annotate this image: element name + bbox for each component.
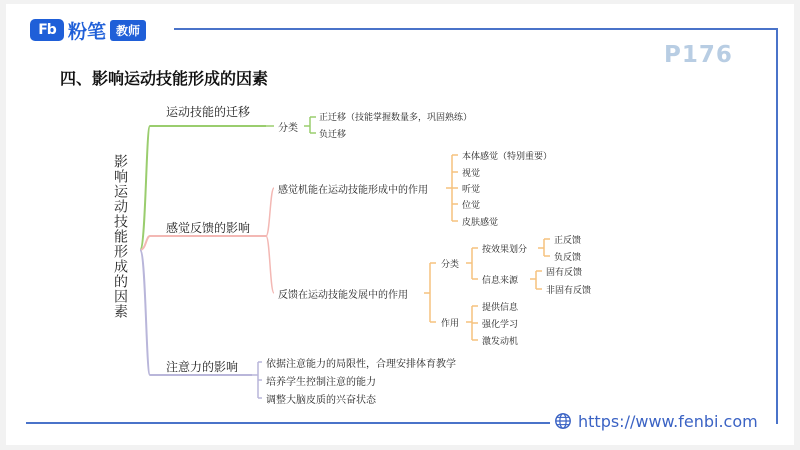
sense-item-4: 位觉 (462, 201, 481, 211)
transfer-positive: 正迁移（技能掌握数量多，巩固熟练） (319, 113, 473, 123)
feedback-positive: 正反馈 (554, 236, 582, 246)
attention-item-1: 依据注意能力的局限性，合理安排体育教学 (266, 359, 456, 370)
branch-transfer: 运动技能的迁移 (166, 105, 251, 119)
globe-icon (554, 412, 572, 430)
branch-feedback: 感觉反馈的影响 (166, 221, 251, 235)
connector-feedback (140, 236, 266, 250)
transfer-negative: 负迁移 (319, 130, 347, 140)
footer-url[interactable] (554, 410, 758, 432)
function-item-3: 激发动机 (482, 337, 519, 347)
feedback-extrinsic: 非固有反馈 (546, 286, 592, 296)
transfer-classify: 分类 (278, 123, 298, 134)
attention-item-3: 调整大脑皮质的兴奋状态 (266, 395, 376, 406)
connector-attention (140, 250, 252, 375)
sense-item-2: 视觉 (462, 169, 481, 179)
function-item-1: 提供信息 (482, 303, 519, 313)
brand-badge: 教师 (110, 20, 146, 41)
feedback-by-effect: 按效果划分 (482, 245, 528, 255)
logo-mark: Fb (30, 19, 64, 41)
attention-item-2: 培养学生控制注意的能力 (266, 377, 376, 388)
feedback-negative: 负反馈 (554, 253, 582, 263)
feedback-classify: 分类 (441, 260, 460, 270)
sense-item-3: 听觉 (462, 185, 481, 195)
branch-attention: 注意力的影响 (166, 360, 239, 374)
sense-item-5: 皮肤感觉 (462, 218, 499, 228)
feedback-intrinsic: 固有反馈 (546, 268, 583, 278)
feedback-role: 反馈在运动技能发展中的作用 (278, 290, 408, 301)
mindmap-root: 影响运动技能形成的因素 (112, 154, 128, 319)
function-item-2: 强化学习 (482, 320, 519, 330)
page-code: P176 (664, 42, 733, 68)
page-title: 四、影响运动技能形成的因素 (60, 69, 269, 88)
feedback-by-source: 信息来源 (482, 276, 519, 286)
feedback-function: 作用 (441, 319, 460, 329)
sense-item-1: 本体感觉（特别重要） (462, 152, 553, 162)
brand-name: 粉笔 (68, 20, 107, 43)
sense-role: 感觉机能在运动技能形成中的作用 (278, 185, 428, 196)
url-text: https://www.fenbi.com (578, 411, 758, 431)
